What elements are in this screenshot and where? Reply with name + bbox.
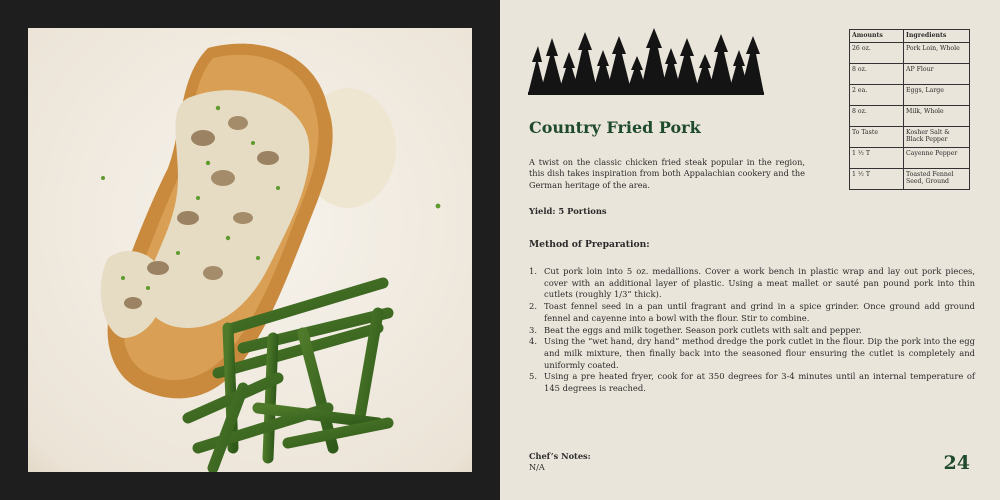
method-heading: Method of Preparation: (529, 239, 650, 250)
method-step (529, 325, 975, 337)
amount-cell: 2 ea. (850, 85, 904, 106)
ingredient-cell: Eggs, Large (904, 85, 970, 106)
step-number: 4. (529, 336, 537, 347)
ingredient-cell: Cayenne Pepper (904, 148, 970, 169)
step-number: 5. (529, 371, 537, 382)
method-steps (529, 266, 975, 395)
table-row (850, 169, 970, 190)
amount-cell: To Taste (850, 127, 904, 148)
step-number: 1. (529, 266, 537, 276)
dish-photo-drawing (28, 28, 472, 472)
step-number: 3. (529, 324, 537, 335)
step-text: Cut pork loin into 5 oz. medallions. Cover a work bench in plastic wrap and lay out pork pieces, cover with an additional layer of plastic. Using a meat mallet or sauté pan pound pork into thin cutlets (roughly 1/3” thick). (544, 266, 975, 300)
table-row (850, 43, 970, 64)
table-row (850, 85, 970, 106)
step-text: Using the “wet hand, dry hand” method dredge the pork cutlet in the flour. Dip the pork into the egg and milk mixture, then finally back into the seasoned flour ensuring the cutlet is completely and uniformly coated. (544, 336, 975, 370)
amount-cell: 1 ½ T (850, 169, 904, 190)
amount-cell: 8 oz. (850, 106, 904, 127)
table-row (850, 106, 970, 127)
table-header-row (850, 30, 970, 43)
method-step (529, 266, 975, 301)
ingredient-cell: Pork Loin, Whole (904, 43, 970, 64)
method-step (529, 301, 975, 324)
method-step (529, 371, 975, 394)
amount-cell: 26 oz. (850, 43, 904, 64)
step-text: Using a pre heated fryer, cook for at 350 degrees for 3-4 minutes until an internal temperature of 145 degrees is reached. (544, 371, 975, 394)
table-row (850, 148, 970, 169)
table-row (850, 64, 970, 85)
ingredients-table (849, 29, 970, 190)
dish-photo (28, 28, 472, 472)
column-header-amounts: Amounts (850, 30, 904, 43)
amount-cell: 1 ½ T (850, 148, 904, 169)
column-header-ingredients: Ingredients (904, 30, 970, 43)
page-number: 24 (943, 452, 970, 474)
recipe-intro: A twist on the classic chicken fried steak popular in the region, this dish takes inspiration from both Appalachian cookery and the German heritage of the area. (529, 157, 805, 190)
ingredient-cell: Toasted Fennel Seed, Ground (904, 169, 970, 190)
table-row (850, 127, 970, 148)
recipe-yield: Yield: 5 Portions (529, 206, 607, 216)
right-page (500, 0, 1000, 500)
method-step (529, 336, 975, 371)
ingredient-cell: AP Flour (904, 64, 970, 85)
step-number: 2. (529, 301, 537, 312)
amount-cell: 8 oz. (850, 64, 904, 85)
recipe-title: Country Fried Pork (529, 118, 701, 137)
step-text: Beat the eggs and milk together. Season pork cutlets with salt and pepper. (544, 324, 862, 335)
chefs-notes-label: Chef’s Notes: (529, 451, 591, 461)
ingredient-cell: Milk, Whole (904, 106, 970, 127)
ingredient-cell: Kosher Salt & Black Pepper (904, 127, 970, 148)
step-text: Toast fennel seed in a pan until fragrant and grind in a spice grinder. Once ground add ground fennel and cayenne into a bowl with the flour. Stir to combine. (544, 301, 975, 323)
chefs-notes-value: N/A (529, 462, 545, 472)
pine-trees-icon (528, 28, 764, 96)
